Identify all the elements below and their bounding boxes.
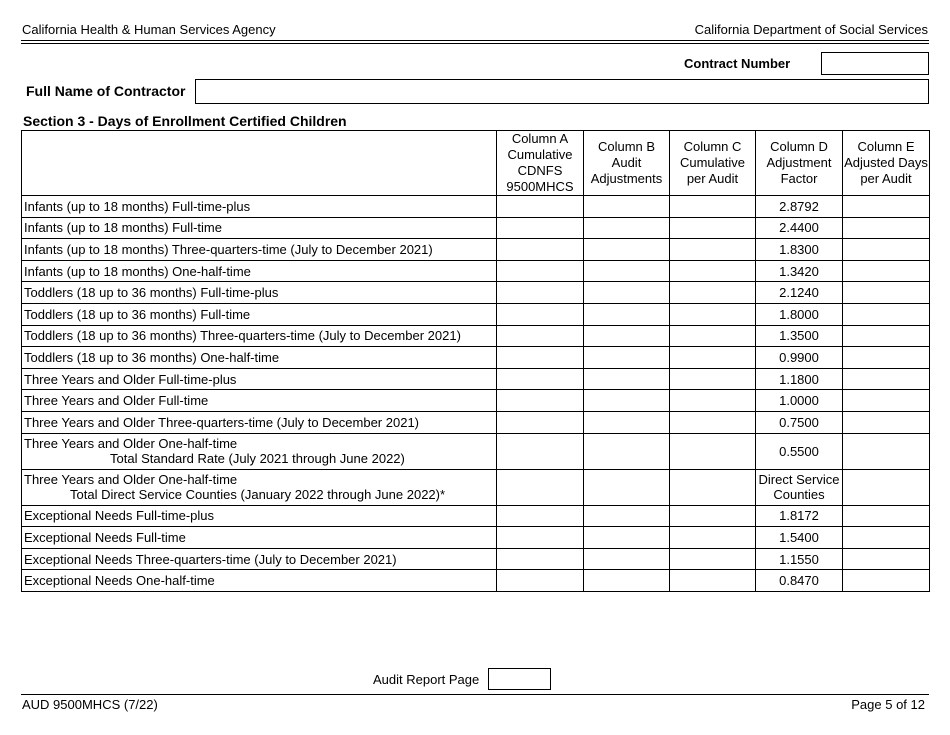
table-row xyxy=(22,505,930,527)
enrollment-table xyxy=(21,130,930,592)
column-e-cell[interactable] xyxy=(843,411,930,433)
table-row xyxy=(22,548,930,570)
column-e-cell[interactable] xyxy=(843,433,930,469)
adjustment-factor-cell: 1.1550 xyxy=(756,548,843,570)
row-label-text: Three Years and Older Full-time-plus xyxy=(24,371,237,387)
table-row xyxy=(22,347,930,369)
adjustment-factor-cell: Direct Service Counties xyxy=(756,469,843,505)
table-row xyxy=(22,570,930,592)
column-c-cell[interactable] xyxy=(670,260,756,282)
table-row xyxy=(22,411,930,433)
table-row xyxy=(22,196,930,218)
column-a-cell[interactable] xyxy=(497,282,584,304)
column-a-cell[interactable] xyxy=(497,239,584,261)
adjustment-factor-cell: 1.8172 xyxy=(756,505,843,527)
table-row xyxy=(22,527,930,549)
row-label-text: Three Years and Older One-half-time xyxy=(24,472,238,488)
table-row xyxy=(22,282,930,304)
column-c-cell[interactable] xyxy=(670,347,756,369)
adjustment-factor-cell: 1.1800 xyxy=(756,368,843,390)
column-c-cell[interactable] xyxy=(670,196,756,218)
table-row xyxy=(22,368,930,390)
column-b-cell[interactable] xyxy=(584,239,670,261)
row-label-text: Infants (up to 18 months) One-half-time xyxy=(24,263,251,279)
row-label-text: Exceptional Needs Full-time xyxy=(24,529,186,545)
column-e-cell[interactable] xyxy=(843,548,930,570)
adjustment-factor-cell: 0.9900 xyxy=(756,347,843,369)
column-c-cell[interactable] xyxy=(670,548,756,570)
header-column-b: Column B Audit Adjustments xyxy=(584,131,670,196)
column-b-cell[interactable] xyxy=(584,217,670,239)
column-e-cell[interactable] xyxy=(843,390,930,412)
row-label xyxy=(22,239,497,261)
row-label-text: Exceptional Needs Full-time-plus xyxy=(24,508,215,524)
section-title: Section 3 - Days of Enrollment Certified Children xyxy=(23,113,347,129)
column-c-cell[interactable] xyxy=(670,505,756,527)
row-label xyxy=(22,260,497,282)
column-a-cell[interactable] xyxy=(497,411,584,433)
column-c-cell[interactable] xyxy=(670,282,756,304)
column-c-cell[interactable] xyxy=(670,239,756,261)
column-b-cell[interactable] xyxy=(584,527,670,549)
contractor-name-field[interactable] xyxy=(195,79,929,104)
contract-number-field[interactable] xyxy=(821,52,929,75)
adjustment-factor-cell: 0.8470 xyxy=(756,570,843,592)
adjustment-factor-cell: 2.1240 xyxy=(756,282,843,304)
column-a-cell[interactable] xyxy=(497,570,584,592)
header-column-e: Column E Adjusted Days per Audit xyxy=(843,131,930,196)
column-b-cell[interactable] xyxy=(584,390,670,412)
form-id: AUD 9500MHCS (7/22) xyxy=(22,697,158,712)
row-label xyxy=(22,469,497,505)
column-a-cell[interactable] xyxy=(497,347,584,369)
column-e-cell[interactable] xyxy=(843,282,930,304)
row-label xyxy=(22,217,497,239)
column-e-cell[interactable] xyxy=(843,505,930,527)
column-e-cell[interactable] xyxy=(843,303,930,325)
table-row xyxy=(22,260,930,282)
row-label xyxy=(22,527,497,549)
column-e-cell[interactable] xyxy=(843,570,930,592)
column-e-cell[interactable] xyxy=(843,325,930,347)
adjustment-factor-cell: 1.3420 xyxy=(756,260,843,282)
row-label-text: Toddlers (18 up to 36 months) Three-quarters-time (July to December 2021) xyxy=(24,328,461,344)
column-b-cell[interactable] xyxy=(584,505,670,527)
adjustment-factor-cell: 0.7500 xyxy=(756,411,843,433)
table-row xyxy=(22,303,930,325)
column-b-cell[interactable] xyxy=(584,570,670,592)
row-label-text: Three Years and Older One-half-time xyxy=(24,436,238,452)
column-c-cell[interactable] xyxy=(670,368,756,390)
column-a-cell[interactable] xyxy=(497,368,584,390)
row-label xyxy=(22,196,497,218)
row-label-text: Infants (up to 18 months) Full-time-plus xyxy=(24,198,251,214)
column-c-cell[interactable] xyxy=(670,469,756,505)
header-rule-bottom xyxy=(21,43,929,44)
table-row xyxy=(22,469,930,505)
column-b-cell[interactable] xyxy=(584,325,670,347)
department-name: California Department of Social Services xyxy=(694,22,928,37)
column-b-cell[interactable] xyxy=(584,303,670,325)
audit-report-page-field[interactable] xyxy=(488,668,551,690)
adjustment-factor-cell: 1.3500 xyxy=(756,325,843,347)
adjustment-factor-cell: 0.5500 xyxy=(756,433,843,469)
column-c-cell[interactable] xyxy=(670,527,756,549)
row-label xyxy=(22,368,497,390)
column-a-cell[interactable] xyxy=(497,433,584,469)
contract-number-label: Contract Number xyxy=(684,56,791,71)
column-b-cell[interactable] xyxy=(584,347,670,369)
row-label-text: Three Years and Older Full-time xyxy=(24,393,209,409)
row-label-text: Infants (up to 18 months) Three-quarters-time (July to December 2021) xyxy=(24,241,433,257)
page-number: Page 5 of 12 xyxy=(851,697,925,712)
column-e-cell[interactable] xyxy=(843,217,930,239)
column-e-cell[interactable] xyxy=(843,368,930,390)
column-a-cell[interactable] xyxy=(497,325,584,347)
audit-report-page-label: Audit Report Page xyxy=(373,672,480,687)
agency-name: California Health & Human Services Agency xyxy=(22,22,276,37)
row-label xyxy=(22,325,497,347)
row-label-text: Toddlers (18 up to 36 months) Full-time-plus xyxy=(24,285,279,301)
column-b-cell[interactable] xyxy=(584,469,670,505)
column-b-cell[interactable] xyxy=(584,196,670,218)
adjustment-factor-cell: 1.5400 xyxy=(756,527,843,549)
row-label-text: Exceptional Needs Three-quarters-time (July to December 2021) xyxy=(24,551,397,567)
column-a-cell[interactable] xyxy=(497,303,584,325)
row-label xyxy=(22,282,497,304)
column-c-cell[interactable] xyxy=(670,390,756,412)
header-column-d: Column D Adjustment Factor xyxy=(756,131,843,196)
column-b-cell[interactable] xyxy=(584,433,670,469)
row-label-text: Exceptional Needs One-half-time xyxy=(24,573,215,589)
column-b-cell[interactable] xyxy=(584,548,670,570)
row-sublabel-text: Total Standard Rate (July 2021 through June 2022) xyxy=(110,451,405,467)
row-label xyxy=(22,505,497,527)
column-a-cell[interactable] xyxy=(497,196,584,218)
column-b-cell[interactable] xyxy=(584,260,670,282)
table-row xyxy=(22,325,930,347)
adjustment-factor-cell: 2.4400 xyxy=(756,217,843,239)
table-row xyxy=(22,217,930,239)
adjustment-factor-cell: 1.8300 xyxy=(756,239,843,261)
column-a-cell[interactable] xyxy=(497,505,584,527)
column-c-cell[interactable] xyxy=(670,570,756,592)
adjustment-factor-cell: 1.8000 xyxy=(756,303,843,325)
column-b-cell[interactable] xyxy=(584,368,670,390)
column-e-cell[interactable] xyxy=(843,260,930,282)
column-c-cell[interactable] xyxy=(670,411,756,433)
header-category xyxy=(22,131,497,196)
column-a-cell[interactable] xyxy=(497,260,584,282)
column-e-cell[interactable] xyxy=(843,196,930,218)
row-label-text: Infants (up to 18 months) Full-time xyxy=(24,220,222,236)
footer-rule xyxy=(21,694,929,695)
column-c-cell[interactable] xyxy=(670,303,756,325)
row-label-text: Toddlers (18 up to 36 months) One-half-time xyxy=(24,349,280,365)
row-label xyxy=(22,570,497,592)
row-label xyxy=(22,390,497,412)
row-label xyxy=(22,347,497,369)
column-a-cell[interactable] xyxy=(497,390,584,412)
adjustment-factor-cell: 2.8792 xyxy=(756,196,843,218)
column-a-cell[interactable] xyxy=(497,548,584,570)
column-c-cell[interactable] xyxy=(670,217,756,239)
adjustment-factor-cell: 1.0000 xyxy=(756,390,843,412)
column-c-cell[interactable] xyxy=(670,433,756,469)
row-label-text: Toddlers (18 up to 36 months) Full-time xyxy=(24,306,251,322)
column-c-cell[interactable] xyxy=(670,325,756,347)
column-a-cell[interactable] xyxy=(497,217,584,239)
row-sublabel-text: Total Direct Service Counties (January 2022 through June 2022)* xyxy=(70,487,446,503)
header-column-a: Column A Cumulative CDNFS 9500MHCS xyxy=(497,131,584,196)
table-row xyxy=(22,239,930,261)
header-column-c: Column C Cumulative per Audit xyxy=(670,131,756,196)
row-label xyxy=(22,433,497,469)
row-label xyxy=(22,548,497,570)
column-a-cell[interactable] xyxy=(497,527,584,549)
column-b-cell[interactable] xyxy=(584,411,670,433)
column-a-cell[interactable] xyxy=(497,469,584,505)
table-header-row xyxy=(22,131,930,196)
table-row xyxy=(22,390,930,412)
row-label xyxy=(22,411,497,433)
column-e-cell[interactable] xyxy=(843,527,930,549)
column-b-cell[interactable] xyxy=(584,282,670,304)
column-e-cell[interactable] xyxy=(843,469,930,505)
column-e-cell[interactable] xyxy=(843,239,930,261)
header-rule-top xyxy=(21,40,929,41)
row-label-text: Three Years and Older Three-quarters-time (July to December 2021) xyxy=(24,414,420,430)
table-row xyxy=(22,433,930,469)
contractor-name-label: Full Name of Contractor xyxy=(26,83,186,99)
row-label xyxy=(22,303,497,325)
column-e-cell[interactable] xyxy=(843,347,930,369)
